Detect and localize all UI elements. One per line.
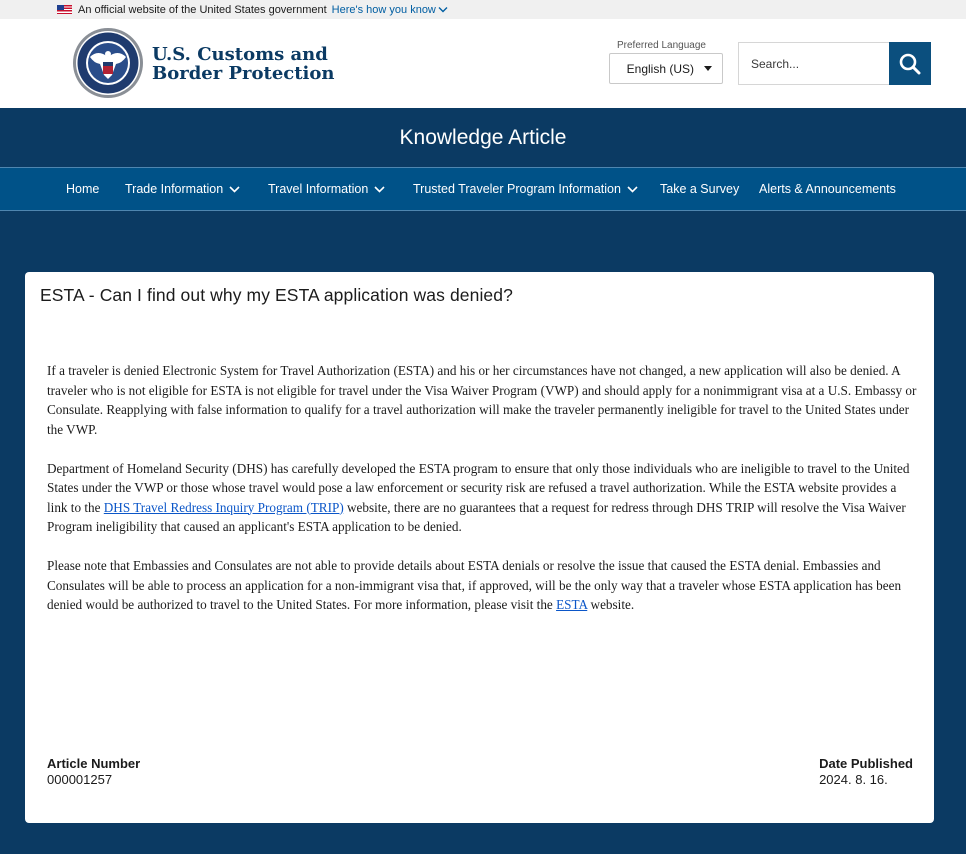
article-paragraph-3 <box>47 556 917 615</box>
chevron-down-icon <box>627 186 638 193</box>
paragraph-text: website, there are no guarantees that a request for redress through DHS TRIP will resolve the Visa Waiver Program ineligibility that caused an applicant's ESTA application to be denied. <box>47 499 906 534</box>
article-card <box>25 272 934 823</box>
language-label: Preferred Language <box>617 40 706 51</box>
language-value: English (US) <box>626 61 694 76</box>
paragraph-text: website. <box>587 597 635 612</box>
language-select[interactable] <box>609 53 723 84</box>
article-title: ESTA - Can I find out why my ESTA application was denied? <box>40 285 513 305</box>
nav-item-label: Alerts & Announcements <box>759 182 896 196</box>
brand-name[interactable] <box>152 45 335 83</box>
search-input[interactable] <box>738 42 890 85</box>
site-header <box>0 19 966 108</box>
paragraph-text: Please note that Embassies and Consulates are not able to provide details about ESTA denials or resolve the issue that caused the ESTA denial. Embassies and Consulates will be able to process an application for a non-immigrant visa that, if approved, will be the only way that a traveler whose ESTA application has been denied would be authorized to travel to the United States. For more information, please visit the <box>47 558 902 612</box>
brand-line-1: U.S. Customs and <box>152 44 328 65</box>
article-number-value: 000001257 <box>47 772 113 787</box>
nav-item-label: Trusted Traveler Program Information <box>413 182 621 196</box>
cbp-seal-icon[interactable] <box>72 27 144 99</box>
nav-item-take-a-survey[interactable] <box>660 168 739 210</box>
nav-item-trade-information[interactable] <box>125 168 240 210</box>
page-title-bar <box>0 108 966 167</box>
date-published-label: Date Published <box>819 756 913 771</box>
dhs-trip-link[interactable]: DHS Travel Redress Inquiry Program (TRIP) <box>103 499 344 515</box>
paragraph-text: Department of Homeland Security (DHS) has carefully developed the ESTA program to ensure that only those individuals who are ineligible to travel to the United States under the VWP or those whose travel would pose a law enforcement or security risk are refused a travel authorization. While the ESTA website provides a link to the <box>47 460 910 515</box>
how-you-know-label: Here's how you know <box>331 3 436 16</box>
search-icon <box>899 53 921 75</box>
page-title: Knowledge Article <box>399 125 567 149</box>
gov-banner <box>0 0 966 19</box>
nav-item-label: Home <box>66 182 100 196</box>
article-paragraph-1: If a traveler is denied Electronic System for Travel Authorization (ESTA) and his or her circumstances have not changed, a new application will also be denied. A traveler who is not eligible for ESTA is not eligible for travel under the Visa Waiver Program (VWP) and should apply for a nonimmigrant visa at a U.S. Embassy or Consulate. Reapplying with false information to qualify for a travel authorization will make the traveler permanently ineligible for travel to the United States under the VWP. <box>47 363 917 437</box>
chevron-down-icon <box>229 186 240 193</box>
how-you-know-link[interactable] <box>332 4 448 16</box>
nav-item-trusted-traveler[interactable] <box>413 168 638 210</box>
article-number-label: Article Number <box>47 756 141 771</box>
article-number <box>47 756 140 788</box>
esta-link[interactable]: ESTA <box>556 597 588 612</box>
date-published <box>819 756 913 788</box>
main-nav <box>0 167 966 211</box>
nav-item-label: Travel Information <box>268 182 369 196</box>
us-flag-icon <box>57 5 72 14</box>
nav-item-alerts-announcements[interactable] <box>759 168 896 210</box>
nav-item-label: Take a Survey <box>660 182 740 196</box>
caret-down-icon <box>704 66 712 71</box>
chevron-down-icon <box>374 186 385 193</box>
article-paragraph-2 <box>47 459 917 537</box>
date-published-value: 2024. 8. 16. <box>819 772 888 787</box>
brand-line-2: Border Protection <box>152 63 335 84</box>
nav-item-label: Trade Information <box>125 182 224 196</box>
chevron-down-icon <box>438 6 448 13</box>
nav-item-home[interactable] <box>66 168 99 210</box>
search-button[interactable] <box>889 42 931 85</box>
nav-item-travel-information[interactable] <box>268 168 385 210</box>
official-website-text: An official website of the United States government <box>78 3 327 16</box>
article-body <box>47 361 917 634</box>
